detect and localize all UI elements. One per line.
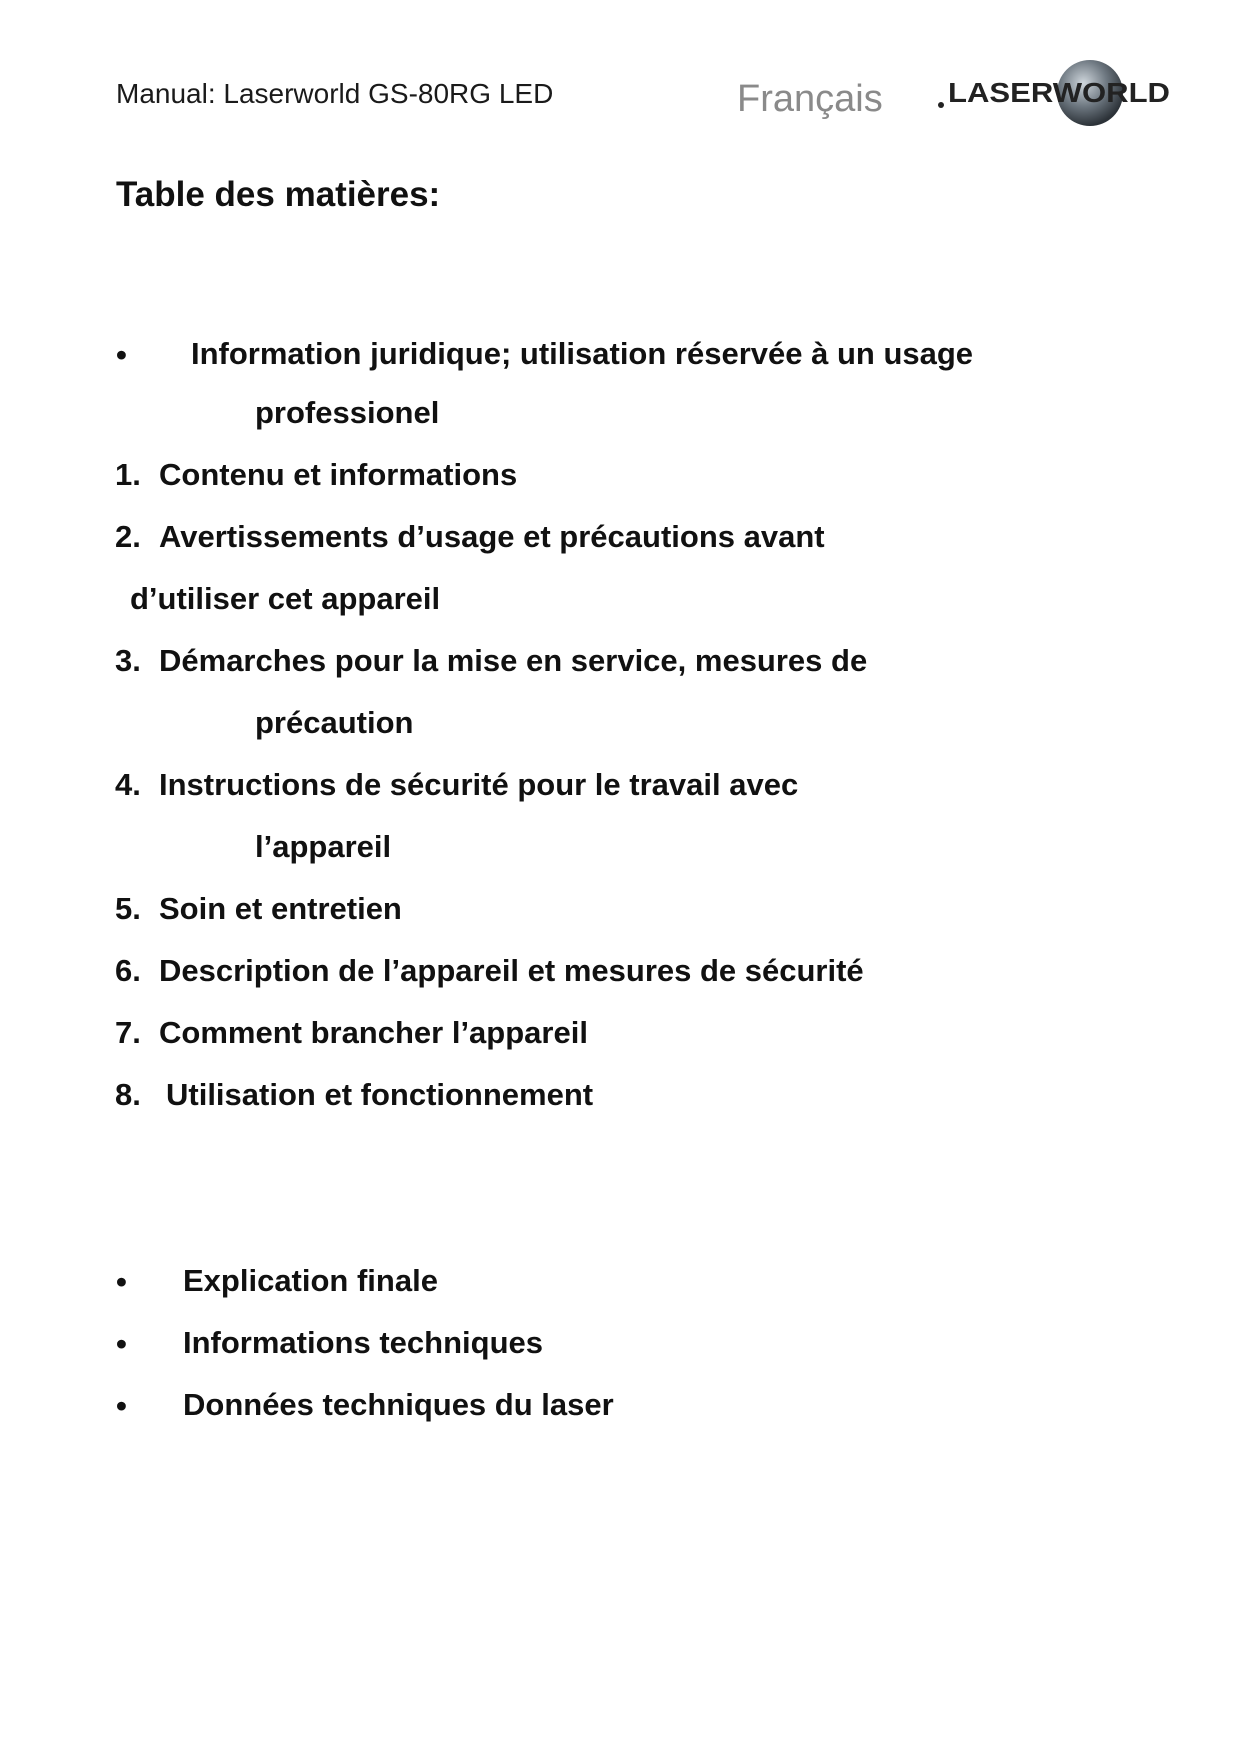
toc-final-item: Explication finale: [183, 1263, 438, 1298]
toc-item-1: [115, 459, 517, 490]
toc-item-3-continuation: précaution: [255, 705, 414, 740]
toc-item-5: [115, 893, 402, 924]
toc-final-item: Informations techniques: [183, 1325, 543, 1360]
toc-item-number: 4.: [115, 767, 141, 802]
toc-item-2: [115, 521, 825, 552]
toc-item-number: 1.: [115, 457, 141, 492]
bullet-marker: •: [116, 1326, 127, 1361]
toc-item-number: 5.: [115, 891, 141, 926]
toc-item-label: Contenu et informations: [159, 457, 518, 492]
page-title: Table des matières:: [116, 175, 441, 214]
toc-item-label: Soin et entretien: [159, 891, 402, 926]
bullet-marker: •: [116, 337, 127, 372]
toc-item-2-continuation: d’utiliser cet appareil: [130, 581, 441, 616]
toc-item-6: [115, 955, 864, 986]
toc-item-number: 3.: [115, 643, 141, 678]
toc-item-label: Description de l’appareil et mesures de sécurité: [159, 953, 864, 988]
toc-item-label: Instructions de sécurité pour le travail avec: [159, 767, 799, 802]
toc-intro-line-1: Information juridique; utilisation réservée à un usage: [191, 336, 974, 371]
manual-title: Manual: Laserworld GS-80RG LED: [116, 78, 554, 109]
toc-item-number: 2.: [115, 519, 141, 554]
toc-item-number: 8.: [115, 1077, 141, 1112]
toc-item-label: Démarches pour la mise en service, mesures de: [159, 643, 868, 678]
toc-item-7: [115, 1017, 588, 1048]
toc-item-label: Avertissements d’usage et précautions avant: [159, 519, 825, 554]
logo-text: LASERWORLD: [948, 77, 1170, 108]
toc-item-8: [115, 1079, 593, 1110]
toc-item-label: Comment brancher l’appareil: [159, 1015, 588, 1050]
toc-final-item: Données techniques du laser: [183, 1387, 614, 1422]
toc-item-number: 7.: [115, 1015, 141, 1050]
bullet-marker: •: [116, 1388, 127, 1423]
toc-item-label: Utilisation et fonctionnement: [166, 1077, 594, 1112]
toc-item-4: [115, 769, 798, 800]
bullet-marker: •: [116, 1264, 127, 1299]
language-label: Français: [737, 78, 883, 120]
toc-intro-line-2: professionel: [255, 395, 440, 430]
toc-item-number: 6.: [115, 953, 141, 988]
toc-item-3: [115, 645, 867, 676]
toc-item-4-continuation: l’appareil: [255, 829, 392, 864]
laserworld-logo: [932, 56, 1182, 130]
